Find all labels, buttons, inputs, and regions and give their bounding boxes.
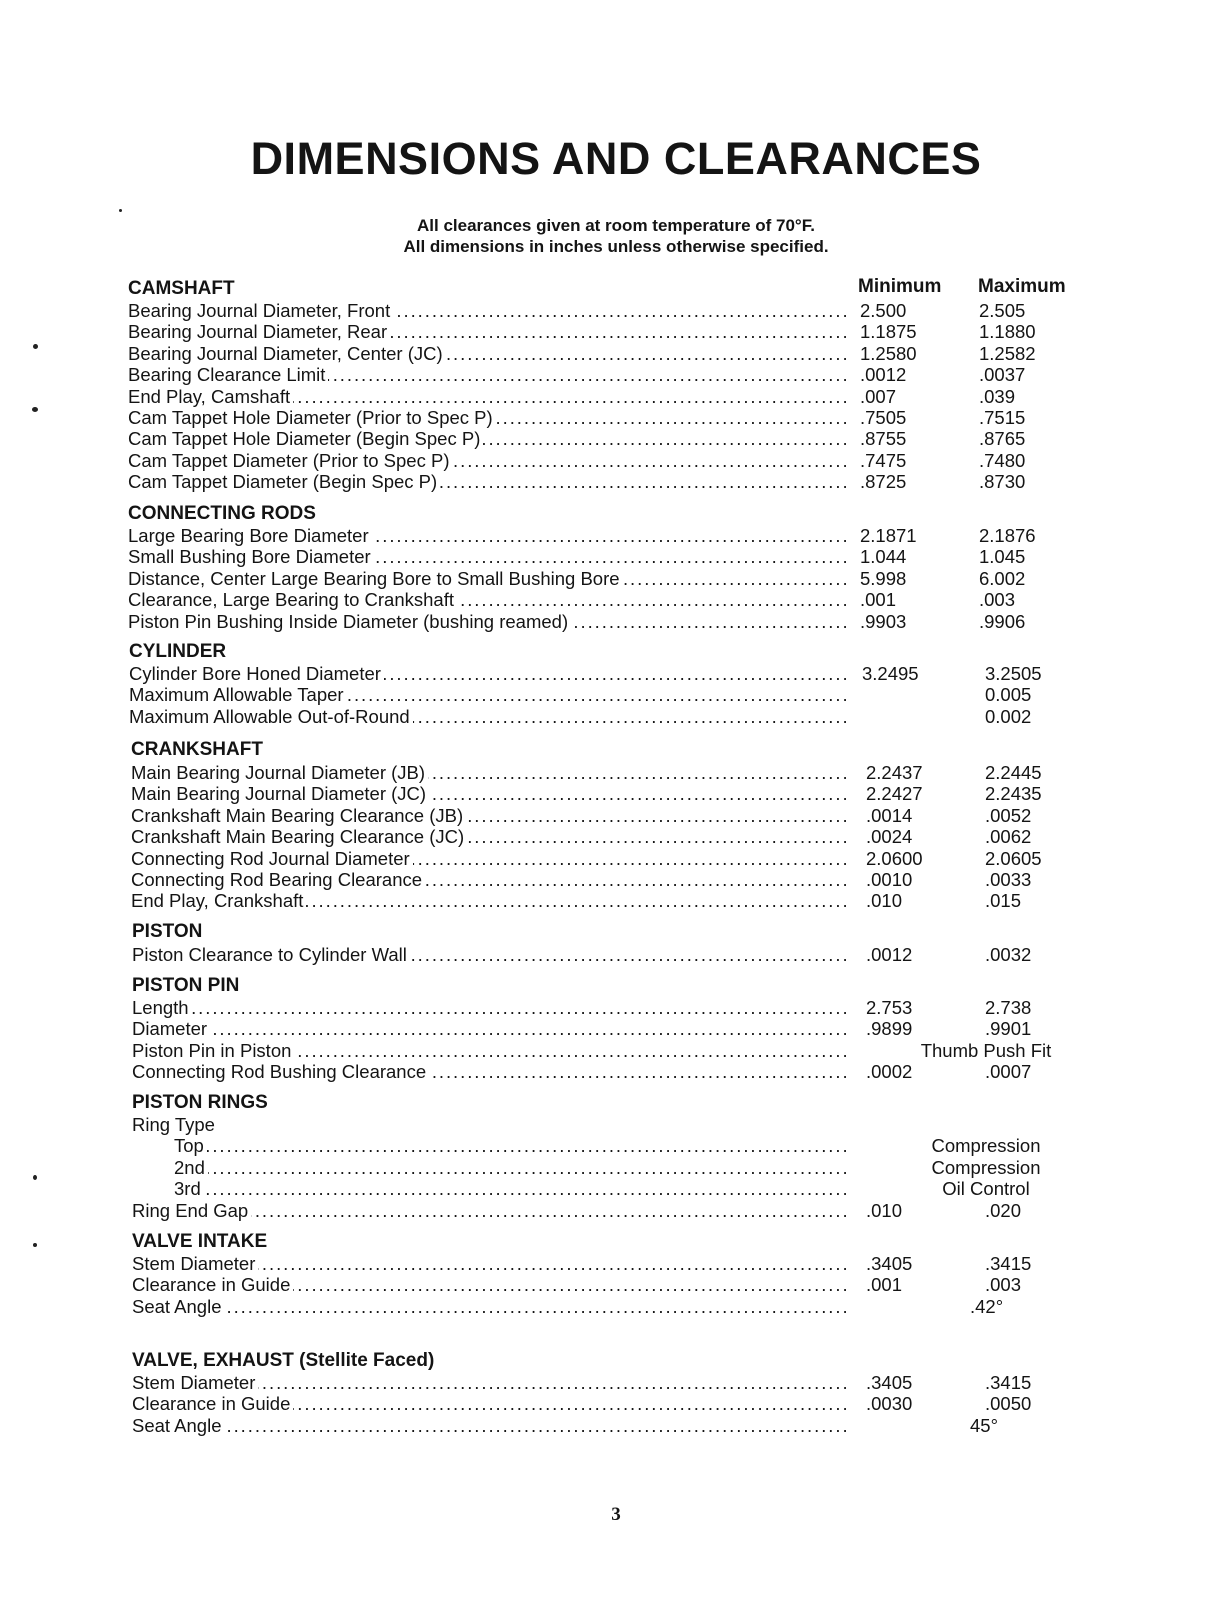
spec-label-text: Crankshaft Main Bearing Clearance (JB) (131, 805, 466, 826)
spec-minimum: 1.2580 (860, 342, 917, 364)
section-title: PISTON RINGS (132, 1092, 268, 1113)
spec-row (0, 997, 1232, 1018)
spec-minimum: .9899 (866, 1018, 913, 1040)
spec-label (131, 848, 846, 869)
spec-label-text: Top (132, 1135, 207, 1156)
spec-row (0, 386, 1232, 407)
spec-label-text: Length (132, 997, 192, 1018)
spec-row (0, 450, 1232, 471)
spec-label (128, 568, 846, 589)
spec-label-text: Maximum Allowable Out-of-Round (129, 706, 413, 727)
spec-maximum: 2.2435 (985, 783, 1042, 805)
spec-maximum: .020 (985, 1199, 1022, 1221)
spec-maximum: .3415 (985, 1372, 1032, 1393)
spec-label (132, 1040, 846, 1061)
spec-minimum: 2.2427 (866, 783, 923, 805)
spec-label (128, 343, 846, 364)
section-title: CAMSHAFT (128, 278, 235, 299)
spec-minimum: 2.1871 (860, 525, 917, 546)
spec-label-text: Connecting Rod Journal Diameter (131, 848, 413, 869)
spec-label-text: Stem Diameter (132, 1253, 258, 1274)
spec-label-text: Bearing Clearance Limit (128, 364, 328, 385)
spec-label-text: Clearance in Guide (132, 1274, 293, 1295)
spec-minimum: 2.0600 (866, 847, 923, 869)
section-title: VALVE, EXHAUST (Stellite Faced) (132, 1350, 435, 1371)
spec-label-text: Ring End Gap (132, 1200, 251, 1221)
spec-label (128, 386, 846, 407)
spec-maximum: .0032 (985, 944, 1032, 965)
spec-label-text: Connecting Rod Bushing Clearance (132, 1061, 429, 1082)
scan-speck (32, 407, 38, 412)
spec-maximum: .9906 (979, 610, 1026, 632)
spec-row (0, 706, 1232, 727)
spec-minimum: .0012 (860, 364, 907, 386)
spec-minimum: 1.044 (860, 546, 907, 568)
spec-maximum: .039 (979, 385, 1016, 407)
spec-row (0, 783, 1232, 804)
spec-label (128, 471, 846, 492)
spec-row (0, 471, 1232, 492)
column-header-minimum: Minimum (858, 276, 942, 297)
spec-maximum: 2.505 (979, 300, 1026, 321)
spec-maximum: 2.0605 (985, 847, 1042, 869)
spec-label (132, 1157, 846, 1178)
subtitle-units-note: All dimensions in inches unless otherwise specified. (403, 237, 829, 256)
section-title: CONNECTING RODS (128, 503, 316, 524)
spec-maximum: .7480 (979, 449, 1026, 471)
spec-label-text: Seat Angle (132, 1296, 225, 1317)
scan-speck (33, 344, 38, 349)
spec-row (0, 890, 1232, 911)
spec-label-text: Bearing Journal Diameter, Front (128, 300, 393, 321)
spec-minimum: 3.2495 (862, 663, 919, 684)
spec-row (0, 546, 1232, 567)
spec-minimum: .9903 (860, 610, 907, 632)
spec-label-text: Cam Tappet Diameter (Prior to Spec P) (128, 450, 452, 471)
spec-label-text: Ring Type (132, 1114, 218, 1135)
spec-row (0, 1200, 1232, 1221)
spec-row (0, 762, 1232, 783)
spec-maximum: .003 (979, 589, 1016, 611)
spec-label-text: Maximum Allowable Taper (129, 684, 347, 705)
spec-maximum: .0007 (985, 1061, 1032, 1083)
spec-maximum: 45° (970, 1414, 998, 1436)
spec-row (0, 1274, 1232, 1295)
spec-maximum: 1.045 (979, 546, 1026, 568)
spec-row (0, 1018, 1232, 1039)
spec-maximum: 3.2505 (985, 663, 1042, 684)
spec-label (132, 1061, 846, 1082)
column-header-maximum: Maximum (978, 276, 1066, 297)
spec-row (0, 1393, 1232, 1414)
spec-label-text: Clearance, Large Bearing to Crankshaft (128, 589, 457, 610)
spec-minimum: 1.1875 (860, 321, 917, 343)
spec-maximum: .7515 (979, 407, 1026, 428)
spec-label (128, 428, 846, 449)
spec-minimum: .007 (860, 385, 897, 407)
spec-label-text: End Play, Camshaft (128, 386, 293, 407)
spec-row (0, 1372, 1232, 1393)
spec-label-text: Bearing Journal Diameter, Rear (128, 321, 390, 342)
spec-label (128, 364, 846, 385)
spec-label (132, 1393, 846, 1414)
spec-label-text: End Play, Crankshaft (131, 890, 306, 911)
spec-minimum: .8725 (860, 471, 907, 493)
spec-row (0, 663, 1232, 684)
spec-label-text: Main Bearing Journal Diameter (JC) (131, 783, 429, 804)
spec-label (132, 1415, 846, 1436)
spec-maximum: .8730 (979, 471, 1026, 493)
spec-maximum: .003 (985, 1274, 1022, 1296)
spec-row (0, 1415, 1232, 1436)
section-title: PISTON (132, 921, 203, 942)
spec-maximum: 6.002 (979, 567, 1026, 589)
spec-label (131, 869, 846, 890)
spec-row (0, 1296, 1232, 1317)
spec-label (129, 706, 846, 727)
spec-label-text: Cam Tappet Diameter (Begin Spec P) (128, 471, 440, 492)
spec-row (0, 869, 1232, 890)
spec-label-text: Stem Diameter (132, 1372, 258, 1393)
spec-label (128, 589, 846, 610)
spec-minimum: .0002 (866, 1061, 913, 1083)
spec-label-text: Crankshaft Main Bearing Clearance (JC) (131, 826, 467, 847)
spec-label-text: Diameter (132, 1018, 210, 1039)
spec-label (129, 663, 846, 684)
spec-row (0, 568, 1232, 589)
subtitle-temperature-note: All clearances given at room temperature of 70°F. (417, 216, 815, 235)
spec-label (132, 997, 846, 1018)
spec-label (132, 1296, 846, 1317)
scan-speck (33, 1243, 37, 1247)
spec-row (0, 1253, 1232, 1274)
spec-label-text: Cam Tappet Hole Diameter (Prior to Spec P) (128, 407, 496, 428)
spec-label-text: Large Bearing Bore Diameter (128, 525, 372, 546)
spec-minimum: .001 (860, 589, 897, 611)
spec-minimum: .0030 (866, 1393, 913, 1415)
spec-minimum: .0012 (866, 944, 913, 965)
spec-row (0, 684, 1232, 705)
spec-label (128, 546, 846, 567)
spec-maximum: 2.1876 (979, 525, 1036, 546)
spec-maximum: 2.2445 (985, 762, 1042, 783)
page-title: DIMENSIONS AND CLEARANCES (250, 133, 982, 184)
spec-label (132, 1135, 846, 1156)
spec-label (128, 300, 846, 321)
spec-maximum: .3415 (985, 1253, 1032, 1274)
spec-minimum: .001 (866, 1274, 903, 1296)
spec-label-text: Cam Tappet Hole Diameter (Begin Spec P) (128, 428, 483, 449)
spec-maximum: 1.2582 (979, 342, 1036, 364)
spec-row (0, 407, 1232, 428)
spec-label (128, 450, 846, 471)
spec-maximum: 2.738 (985, 997, 1032, 1018)
spec-row (0, 611, 1232, 632)
spec-row (0, 1061, 1232, 1082)
spec-minimum: 2.500 (860, 300, 907, 321)
scan-speck (119, 209, 122, 212)
spec-row (0, 321, 1232, 342)
spec-label-text: Piston Clearance to Cylinder Wall (132, 944, 410, 965)
spec-maximum: .42° (970, 1295, 1004, 1317)
spec-maximum: .0033 (985, 869, 1032, 890)
spec-maximum: .0062 (985, 826, 1032, 848)
spec-minimum: .3405 (866, 1253, 913, 1274)
spec-minimum: .0024 (866, 826, 913, 848)
spec-label (132, 1114, 846, 1135)
spec-label (128, 611, 846, 632)
spec-value-span: Oil Control (942, 1178, 1030, 1200)
spec-label (132, 1253, 846, 1274)
spec-label-text: Seat Angle (132, 1415, 225, 1436)
spec-value-span: Compression (931, 1156, 1041, 1178)
spec-minimum: .3405 (866, 1372, 913, 1393)
spec-row (0, 944, 1232, 965)
spec-row (0, 1178, 1232, 1199)
spec-minimum: .7475 (860, 449, 907, 471)
spec-row (0, 848, 1232, 869)
spec-maximum: .8765 (979, 428, 1026, 450)
spec-maximum: .0037 (979, 364, 1026, 386)
spec-label (128, 321, 846, 342)
spec-maximum: 0.002 (985, 705, 1032, 727)
spec-label-text: 2nd (132, 1157, 208, 1178)
spec-row (0, 364, 1232, 385)
spec-minimum: .0014 (866, 804, 913, 826)
spec-minimum: .8755 (860, 428, 907, 450)
spec-minimum: 5.998 (860, 567, 907, 589)
spec-label-text: Main Bearing Journal Diameter (JB) (131, 762, 428, 783)
spec-row (0, 300, 1232, 321)
spec-label-text: Distance, Center Large Bearing Bore to Small Bushing Bore (128, 568, 623, 589)
section-title: CRANKSHAFT (131, 739, 263, 760)
spec-label (131, 762, 846, 783)
spec-minimum: .0010 (866, 869, 913, 890)
spec-minimum: 2.2437 (866, 762, 923, 783)
spec-row (0, 525, 1232, 546)
spec-label-text: Clearance in Guide (132, 1393, 293, 1414)
spec-label-text: Cylinder Bore Honed Diameter (129, 663, 384, 684)
spec-value-span: Thumb Push Fit (920, 1039, 1052, 1061)
spec-value-span: Compression (931, 1135, 1041, 1157)
spec-row (0, 1040, 1232, 1061)
spec-label (131, 826, 846, 847)
spec-label (131, 890, 846, 911)
spec-maximum: 0.005 (985, 684, 1032, 706)
spec-maximum: .9901 (985, 1018, 1032, 1040)
spec-label (128, 525, 846, 546)
spec-row (0, 826, 1232, 847)
spec-label-text: Bearing Journal Diameter, Center (JC) (128, 343, 446, 364)
spec-label (131, 805, 846, 826)
spec-label (128, 407, 846, 428)
spec-label (132, 1274, 846, 1295)
spec-label (132, 1372, 846, 1393)
spec-label (132, 944, 846, 965)
spec-minimum: .010 (866, 890, 903, 912)
spec-row (0, 1114, 1232, 1135)
spec-maximum: .015 (985, 890, 1022, 912)
spec-row (0, 428, 1232, 449)
spec-maximum: 1.1880 (979, 321, 1036, 343)
spec-row (0, 805, 1232, 826)
spec-label-text: Small Bushing Bore Diameter (128, 546, 374, 567)
spec-minimum: 2.753 (866, 997, 913, 1018)
spec-row (0, 1135, 1232, 1156)
spec-label-text: Connecting Rod Bearing Clearance (131, 869, 425, 890)
spec-row (0, 589, 1232, 610)
section-title: VALVE INTAKE (132, 1231, 268, 1252)
spec-label (132, 1200, 846, 1221)
spec-label-text: 3rd (132, 1178, 204, 1199)
spec-label (132, 1018, 846, 1039)
spec-minimum: .7505 (860, 407, 907, 428)
scan-speck (33, 1175, 37, 1180)
page-number: 3 (611, 1504, 621, 1525)
spec-maximum: .0050 (985, 1393, 1032, 1415)
spec-minimum: .010 (866, 1199, 903, 1221)
section-title: PISTON PIN (132, 975, 240, 996)
spec-label (129, 684, 846, 705)
section-title: CYLINDER (129, 641, 227, 662)
spec-label-text: Piston Pin Bushing Inside Diameter (bushing reamed) (128, 611, 571, 632)
spec-row (0, 343, 1232, 364)
spec-label-text: Piston Pin in Piston (132, 1040, 294, 1061)
spec-label (132, 1178, 846, 1199)
spec-maximum: .0052 (985, 804, 1032, 826)
spec-label (131, 783, 846, 804)
spec-row (0, 1157, 1232, 1178)
